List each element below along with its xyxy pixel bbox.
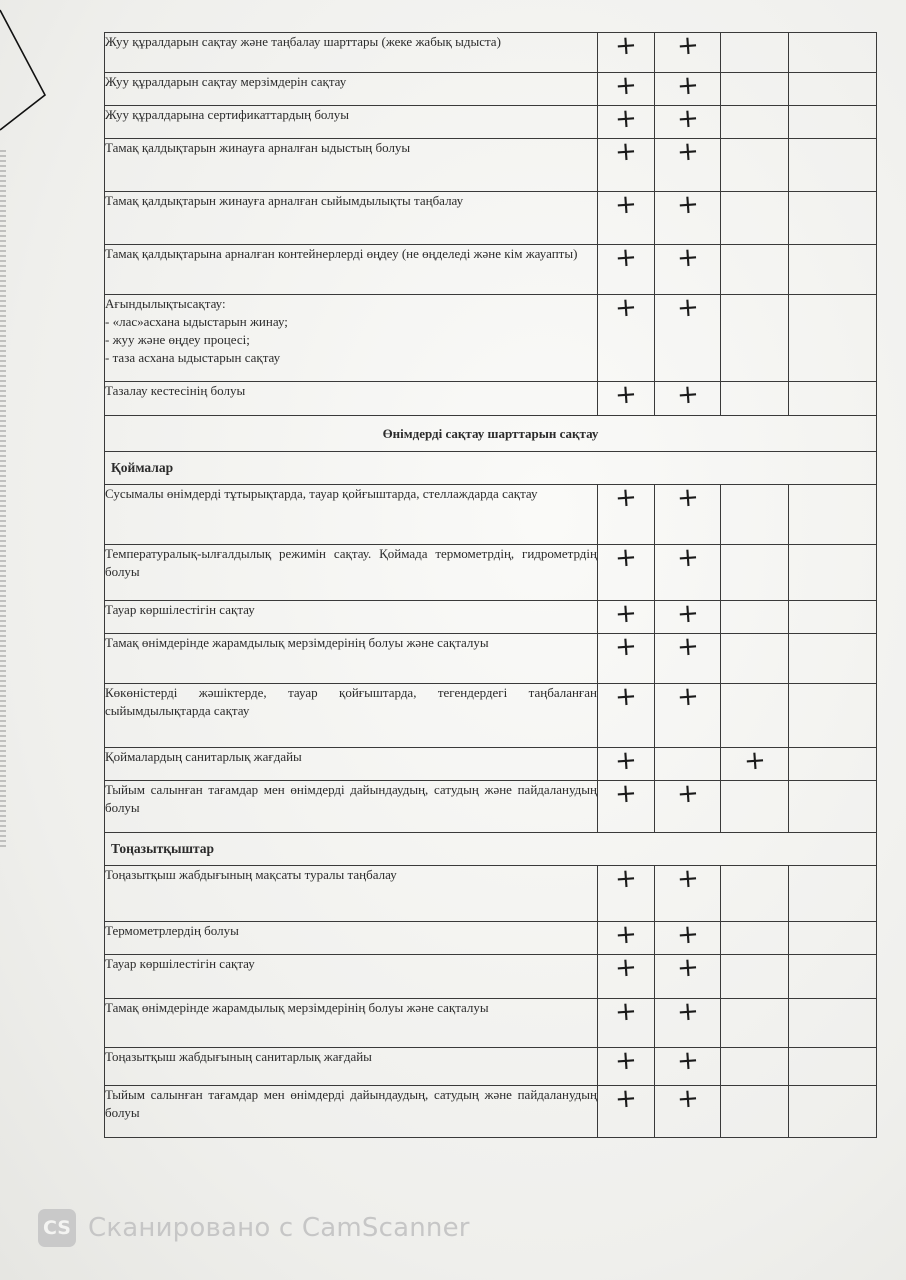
- mark-cell: [598, 778, 655, 833]
- mark-cell: [721, 73, 789, 106]
- checklist-row: [105, 295, 877, 382]
- mark-cell: [721, 684, 789, 748]
- camscanner-logo-icon: CS: [38, 1209, 76, 1247]
- mark-cell: [598, 292, 655, 382]
- plus-mark: +: [675, 1045, 700, 1077]
- mark-cell: [721, 106, 789, 139]
- criterion-text: Термометрлердің болуы: [105, 922, 598, 955]
- criterion-text: Тамақ қалдықтарын жинауға арналған сыйымдылықты таңбалау: [105, 192, 598, 245]
- checklist-row: [105, 139, 877, 192]
- plus-mark: +: [614, 542, 638, 574]
- mark-cell: [789, 139, 877, 192]
- criterion-text: Жуу құралдарына сертификаттардың болуы: [105, 106, 598, 139]
- criterion-text: Қоймалардың санитарлық жағдайы: [105, 748, 598, 781]
- checklist-row: [105, 192, 877, 245]
- inspection-checklist-table: [104, 32, 877, 1138]
- plus-mark: +: [614, 631, 638, 663]
- mark-cell: [721, 33, 789, 73]
- criterion-text: Жуу құралдарын сақтау мерзімдерін сақтау: [105, 73, 598, 106]
- checklist-row: [105, 485, 877, 545]
- section-title: Өнімдерді сақтау шарттарын сақтау: [105, 416, 877, 452]
- plus-mark: +: [614, 30, 638, 62]
- plus-mark: +: [675, 70, 700, 102]
- checklist-row: [105, 1048, 877, 1086]
- mark-cell: [598, 919, 655, 955]
- subsection-header-row: [105, 833, 877, 866]
- plus-mark: +: [675, 189, 700, 221]
- mark-cell: [655, 996, 721, 1048]
- criterion-text: Тазалау кестесінің болуы: [105, 382, 598, 416]
- checklist-row: [105, 748, 877, 781]
- mark-cell: [721, 382, 789, 416]
- checklist-row: [105, 999, 877, 1048]
- mark-cell: [789, 866, 877, 922]
- checklist-row: [105, 245, 877, 295]
- plus-mark: +: [614, 996, 638, 1028]
- mark-cell: [721, 955, 789, 999]
- mark-cell: [789, 748, 877, 781]
- mark-cell: [721, 922, 789, 955]
- mark-cell: [789, 1086, 877, 1138]
- plus-mark: +: [614, 482, 638, 514]
- plus-mark: +: [614, 1083, 638, 1115]
- mark-cell: [789, 634, 877, 684]
- mark-cell: [655, 681, 721, 748]
- plus-mark: +: [614, 242, 638, 274]
- mark-cell: [598, 189, 655, 245]
- plus-mark: +: [614, 292, 638, 324]
- section-header-row: [105, 416, 877, 452]
- mark-cell: [789, 295, 877, 382]
- plus-mark: +: [675, 30, 700, 62]
- plus-mark: +: [614, 681, 638, 713]
- mark-cell: [598, 681, 655, 748]
- criterion-text: Тамақ қалдықтарына арналған контейнерлерді өңдеу (не өңделеді және кім жауапты): [105, 245, 598, 295]
- checklist-row: [105, 601, 877, 634]
- plus-mark: +: [614, 70, 638, 102]
- mark-cell: [655, 542, 721, 601]
- checklist-row: [105, 73, 877, 106]
- mark-cell: [598, 379, 655, 416]
- criterion-text: Тамақ өнімдерінде жарамдылық мерзімдерінің болуы және сақталуы: [105, 999, 598, 1048]
- plus-mark: +: [675, 863, 700, 895]
- criterion-text: Тамақ қалдықтарын жинауға арналған ыдыстың болуы: [105, 139, 598, 192]
- plus-mark: +: [675, 952, 700, 984]
- mark-cell: [655, 598, 721, 634]
- mark-cell: [598, 631, 655, 684]
- mark-cell: [655, 70, 721, 106]
- mark-cell: [721, 999, 789, 1048]
- mark-cell: [721, 634, 789, 684]
- plus-mark: +: [614, 745, 638, 777]
- mark-cell: [655, 748, 721, 781]
- criterion-text: Температуралық-ылғалдылық режимін сақтау. Қоймада термометрдің, гидрометрдің болуы: [105, 545, 598, 601]
- plus-mark: +: [675, 681, 700, 713]
- plus-mark: +: [675, 292, 700, 324]
- mark-cell: [598, 70, 655, 106]
- mark-cell: [789, 485, 877, 545]
- mark-cell: [721, 139, 789, 192]
- mark-cell: [655, 952, 721, 999]
- plus-mark: +: [675, 631, 700, 663]
- criterion-text: Ағындылықтысақтау: - «лас»асхана ыдыстарын жинау; - жуу және өңдеу процесі; - таза асхана ыдыстарын сақтау: [105, 295, 598, 382]
- mark-cell: [721, 1086, 789, 1138]
- mark-cell: [789, 73, 877, 106]
- mark-cell: [598, 1083, 655, 1138]
- checklist-row: [105, 684, 877, 748]
- mark-cell: [789, 382, 877, 416]
- mark-cell: [598, 863, 655, 922]
- mark-cell: [655, 136, 721, 192]
- scan-edge-artifact: [0, 150, 6, 850]
- mark-cell: [721, 866, 789, 922]
- mark-cell: [789, 955, 877, 999]
- mark-cell: [789, 545, 877, 601]
- plus-mark: +: [675, 379, 700, 411]
- plus-mark: +: [614, 379, 638, 411]
- mark-cell: [721, 192, 789, 245]
- criterion-text: Тоңазытқыш жабдығының санитарлық жағдайы: [105, 1048, 598, 1086]
- mark-cell: [721, 601, 789, 634]
- plus-mark: +: [614, 778, 638, 810]
- mark-cell: [721, 781, 789, 833]
- plus-mark: +: [614, 598, 638, 630]
- plus-mark: +: [614, 103, 638, 135]
- mark-cell: [598, 136, 655, 192]
- plus-mark: +: [675, 542, 700, 574]
- mark-cell: [655, 292, 721, 382]
- subsection-header-row: [105, 452, 877, 485]
- mark-cell: [789, 601, 877, 634]
- mark-cell: [789, 781, 877, 833]
- plus-mark: +: [614, 189, 638, 221]
- mark-cell: [721, 295, 789, 382]
- plus-mark: +: [675, 103, 700, 135]
- criterion-text: Сусымалы өнімдерді тұтырықтарда, тауар қойғыштарда, стеллаждарда сақтау: [105, 485, 598, 545]
- mark-cell: [721, 485, 789, 545]
- mark-cell: [655, 778, 721, 833]
- mark-cell: [655, 242, 721, 295]
- subsection-title-storage: Қоймалар: [105, 452, 877, 485]
- checklist-row: [105, 922, 877, 955]
- plus-mark: +: [614, 919, 638, 951]
- criterion-text: Тауар көршілестігін сақтау: [105, 955, 598, 999]
- plus-mark: +: [675, 778, 700, 810]
- mark-cell: [655, 863, 721, 922]
- folded-corner-mark: [0, 0, 60, 140]
- mark-cell: [721, 245, 789, 295]
- criterion-text: Тыйым салынған тағамдар мен өнімдерді дайындаудың, сатудың және пайдаланудың болуы: [105, 1086, 598, 1138]
- mark-cell: [789, 106, 877, 139]
- mark-cell: [598, 996, 655, 1048]
- mark-cell: [598, 598, 655, 634]
- mark-cell: [789, 922, 877, 955]
- camscanner-watermark: [38, 1208, 470, 1248]
- mark-cell: [789, 999, 877, 1048]
- plus-mark: +: [675, 598, 700, 630]
- mark-cell: [655, 919, 721, 955]
- mark-cell: [655, 631, 721, 684]
- checklist-row: [105, 33, 877, 73]
- mark-cell: [598, 482, 655, 545]
- checklist-row: [105, 634, 877, 684]
- criterion-text: Тыйым салынған тағамдар мен өнімдерді дайындаудың, сатудың және пайдаланудың болуы: [105, 781, 598, 833]
- mark-cell: [789, 33, 877, 73]
- mark-cell: [655, 1083, 721, 1138]
- mark-cell: [789, 684, 877, 748]
- plus-mark: +: [675, 1083, 700, 1115]
- mark-cell: [598, 745, 655, 781]
- checklist-row: [105, 106, 877, 139]
- criterion-text: Тоңазытқыш жабдығының мақсаты туралы таңбалау: [105, 866, 598, 922]
- mark-cell: [598, 103, 655, 139]
- mark-cell: [655, 30, 721, 73]
- mark-cell: [655, 103, 721, 139]
- criterion-text: Жуу құралдарын сақтау және таңбалау шарттары (жеке жабық ыдыста): [105, 33, 598, 73]
- mark-cell: [789, 1048, 877, 1086]
- mark-cell: [655, 189, 721, 245]
- plus-mark: +: [614, 863, 638, 895]
- checklist-row: [105, 866, 877, 922]
- checklist-row: [105, 1086, 877, 1138]
- plus-mark: +: [675, 136, 700, 168]
- plus-mark: +: [614, 1045, 638, 1077]
- mark-cell: [655, 1045, 721, 1086]
- checklist-row: [105, 545, 877, 601]
- plus-mark: +: [742, 745, 767, 777]
- criterion-text: Тамақ өнімдерінде жарамдылық мерзімдерінің болуы және сақталуы: [105, 634, 598, 684]
- mark-cell: [598, 30, 655, 73]
- mark-cell: [598, 542, 655, 601]
- mark-cell: [655, 482, 721, 545]
- mark-cell: [789, 192, 877, 245]
- mark-cell: [721, 1048, 789, 1086]
- checklist-row: [105, 955, 877, 999]
- checklist-row: [105, 781, 877, 833]
- plus-mark: +: [675, 919, 700, 951]
- criterion-text: Тауар көршілестігін сақтау: [105, 601, 598, 634]
- plus-mark: +: [675, 482, 700, 514]
- plus-mark: +: [675, 242, 700, 274]
- plus-mark: +: [675, 996, 700, 1028]
- mark-cell: [598, 1045, 655, 1086]
- mark-cell: [721, 545, 789, 601]
- mark-cell: [789, 245, 877, 295]
- mark-cell: [598, 952, 655, 999]
- mark-cell: [598, 242, 655, 295]
- checklist-row: [105, 382, 877, 416]
- criterion-text: Көкөністерді жәшіктерде, тауар қойғыштарда, тегендердегі таңбаланған сыйымдылықтарда сақтау: [105, 684, 598, 748]
- watermark-text: Сканировано с CamScanner: [88, 1213, 470, 1243]
- mark-cell: [655, 379, 721, 416]
- plus-mark: +: [614, 136, 638, 168]
- subsection-title-fridges: Тоңазытқыштар: [105, 833, 877, 866]
- plus-mark: +: [614, 952, 638, 984]
- mark-cell: [721, 745, 789, 781]
